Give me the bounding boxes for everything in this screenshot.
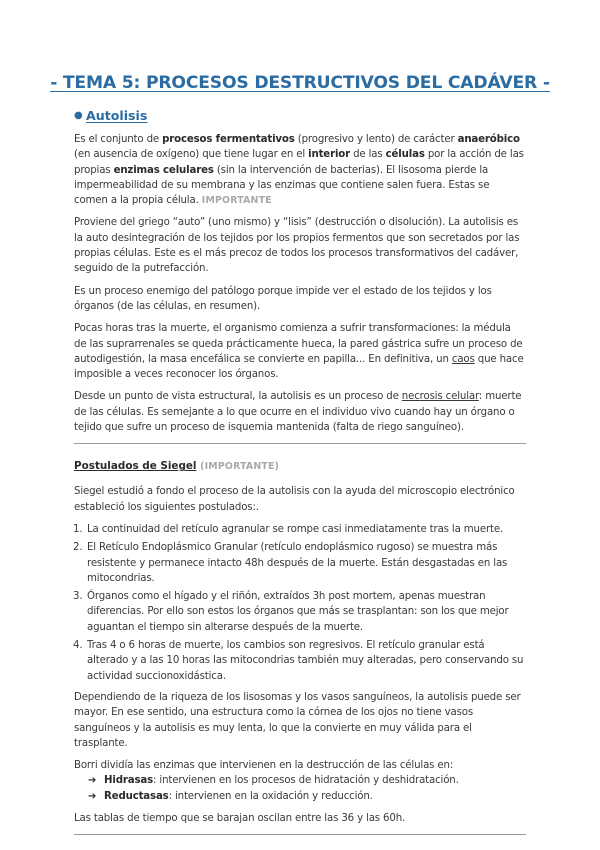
page-title: - TEMA 5: PROCESOS DESTRUCTIVOS DEL CADÁVER - <box>50 73 550 93</box>
siegel-intro: Siegel estudió a fondo el proceso de la autolisis con la ayuda del microscopio electrónico estableció los siguientes postulados:. <box>74 486 515 513</box>
divider <box>74 443 526 444</box>
arrow-icon: ➔ <box>88 775 97 787</box>
enzyme-list <box>88 773 526 804</box>
bullet-dot-icon: ● <box>74 109 83 121</box>
paragraph-time-tables: Las tablas de tiempo que se barajan oscilan entre las 36 y las 60h. <box>74 812 406 824</box>
siegel-postulates-list <box>74 522 526 684</box>
section-heading <box>74 106 526 124</box>
paragraph-lysosomes: Dependiendo de la riqueza de los lisosomas y los vasos sanguíneos, la autolisis puede ser mayor. En ese sentido, una estructura como la córnea de los ojos no tiene vasos sanguíneos y la autolisis es muy lenta, lo que la convierte en muy válida para el trasplante. <box>74 691 521 749</box>
list-item: 3. Órganos como el hígado y el riñón, extraídos 3h post mortem, apenas muestran diferencias. Por ello son estos los órganos que más se trasplantan: son los que mejor aguantan el tiempo sin alterarse después de la muerte. <box>73 591 509 633</box>
list-item: 2. El Retículo Endoplásmico Granular (retículo endoplásmico rugoso) se muestra más resistente y permanece intacto 48h después de la muerte. Están desgastadas en las mitocondrias. <box>73 542 508 584</box>
list-item: ➔ Reductasas: intervienen en la oxidación y reducción. <box>88 789 526 804</box>
paragraph-pathologist: Es un proceso enemigo del patólogo porque impide ver el estado de los tejidos y los órganos (de las células, en resumen). <box>74 285 492 312</box>
important-tag: IMPORTANTE <box>201 195 272 207</box>
paragraph-transformations: Pocas horas tras la muerte, el organismo comienza a sufrir transformaciones: la médula de las suprarrenales se queda prácticamente hueca, la pared gástrica sufre un proceso de autodigestión, la masa encefálica se convierte en papilla... En definitiva, un caos que hace imposible a veces reconocer los órganos. <box>74 323 524 381</box>
list-item: ➔ Hidrasas: intervienen en los procesos de hidratación y deshidratación. <box>88 773 526 788</box>
list-item: 1. La continuidad del retículo agranular se rompe casi inmediatamente tras la muerte. <box>73 523 504 535</box>
divider <box>74 834 526 835</box>
paragraph-borri: Borri dividía las enzimas que intervienen en la destrucción de las células en: <box>74 760 454 772</box>
list-item: 4. Tras 4 o 6 horas de muerte, los cambios son regresivos. El retículo granular está alterado y a las 10 horas las mitocondrias también muy alteradas, pero conservando su actividad succionoxidástica. <box>73 640 524 682</box>
paragraph-etymology: Proviene del griego “auto” (uno mismo) y “lisis” (destrucción o disolución). La autolisis es la auto desintegración de los tejidos por los propios fermentos que son secretados por las propias células. Este es el más precoz de todos los procesos transformativos del cadáver, seguido de la putrefacción. <box>74 217 520 275</box>
siegel-heading: Postulados de Siegel (IMPORTANTE) <box>74 460 280 473</box>
paragraph-necrosis: Desde un punto de vista estructural, la autolisis es un proceso de necrosis celular: muerte de las células. Es semejante a lo que ocurre en el individuo vivo cuando hay un órgano o tejido que sufre un proceso de isquemia mantenida (falta de riego sanguíneo). <box>74 391 522 434</box>
arrow-icon: ➔ <box>88 790 97 802</box>
section-heading-label: Autolisis <box>86 107 148 123</box>
important-tag: (IMPORTANTE) <box>200 461 280 473</box>
paragraph-definition: Es el conjunto de procesos fermentativos (progresivo y lento) de carácter anaeróbico (en ausencia de oxígeno) que tiene lugar en el interior de las células por la acción de las propias enzimas celulares (sin la intervención de bacterias). El lisosoma pierde la impermeabilidad de su membrana y las enzimas que contiene salen fuera. Estas se comen a la propia célula. IMPORTANTE <box>74 134 524 207</box>
document-content <box>74 106 526 850</box>
